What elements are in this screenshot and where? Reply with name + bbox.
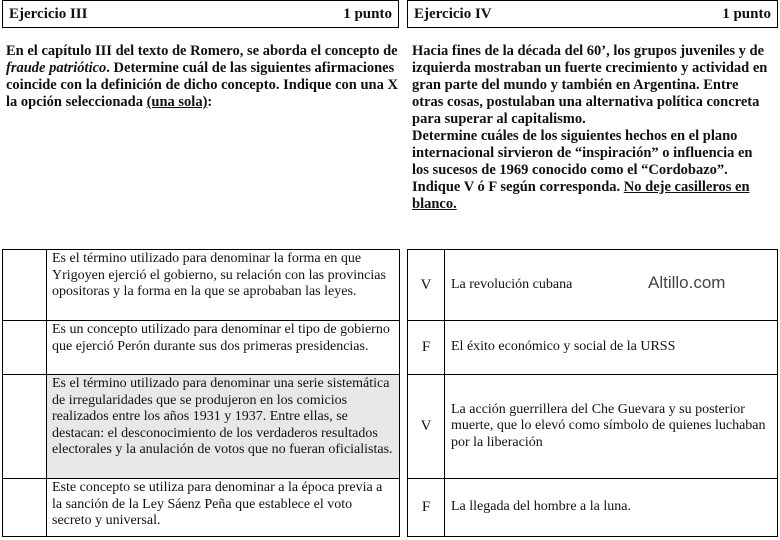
statement-text: La llegada del hombre a la luna. bbox=[445, 479, 778, 537]
selection-box[interactable] bbox=[3, 250, 47, 321]
exercise-3-instructions bbox=[6, 43, 398, 111]
option-text: Este concepto se utiliza para denominar a la época previa a la sanción de la Ley Sáenz Peña que establece el voto secreto y universal. bbox=[47, 479, 400, 537]
answer-cell[interactable]: F bbox=[408, 321, 445, 375]
watermark-text: Altillo.com bbox=[648, 273, 726, 292]
exercise-4-header bbox=[407, 0, 778, 28]
statement-text: La revolución cubana bbox=[445, 250, 778, 321]
selection-box[interactable] bbox=[3, 375, 47, 479]
table-row bbox=[3, 321, 400, 375]
option-text: Es el término utilizado para denominar la forma en que Yrigoyen ejerció el gobierno, su relación con las provincias opositoras y la forma en la que se aprobaban las leyes. bbox=[47, 250, 400, 321]
table-row bbox=[408, 375, 778, 479]
option-text: Es un concepto utilizado para denominar el tipo de gobierno que ejerció Perón durante sus dos primeras presidencias. bbox=[47, 321, 400, 375]
instr-paragraph-1: Hacia fines de la década del 60’, los grupos juveniles y de izquierda mostraban un fuerte crecimiento y actividad en gran parte del mundo y también en Argentina. Entre otras cosas, postulaban una alternativa política concreta para superar al capitalismo. bbox=[412, 43, 768, 127]
exercise-4-points: 1 punto bbox=[722, 5, 771, 22]
table-row bbox=[408, 479, 778, 537]
answer-cell[interactable]: F bbox=[408, 479, 445, 537]
instr-paragraph-2 bbox=[412, 128, 772, 213]
exercise-4-instructions bbox=[412, 43, 772, 213]
exercise-3-options-table bbox=[2, 249, 400, 537]
statement-text: El éxito económico y social de la URSS bbox=[445, 321, 778, 375]
exercise-4-title: Ejercicio IV bbox=[414, 5, 492, 22]
table-row bbox=[3, 250, 400, 321]
instr-text: : bbox=[207, 94, 213, 110]
instr-underlined: No deje casilleros en blanco. bbox=[412, 179, 750, 212]
table-row bbox=[408, 321, 778, 375]
answer-cell[interactable]: V bbox=[408, 375, 445, 479]
exercise-3-title: Ejercicio III bbox=[9, 5, 88, 22]
answer-cell[interactable]: V bbox=[408, 250, 445, 321]
table-row bbox=[3, 375, 400, 479]
instr-text: En el capítulo III del texto de Romero, se aborda el concepto de bbox=[6, 43, 398, 59]
exercise-3-header bbox=[2, 0, 399, 28]
instr-underlined: (una sola) bbox=[146, 94, 208, 110]
selection-box[interactable] bbox=[3, 479, 47, 537]
instr-emphasis: fraude patriótico bbox=[6, 60, 107, 76]
instr-text: Determine cuáles de los siguientes hechos en el plano internacional sirvieron de “inspiración” o influencia en los sucesos de 1969 conocido como el “Cordobazo”. Indique V ó F según corresponda. bbox=[412, 128, 753, 195]
table-row bbox=[3, 479, 400, 537]
option-text-highlighted: Es el término utilizado para denominar una serie sistemática de irregularidades que se produjeron en los comicios realizados entre los años 1931 y 1937. Entre ellas, se destacan: el desconocimiento de los verdaderos resultados electorales y la anulación de votos que no fueran oficialistas. bbox=[47, 375, 400, 479]
statement-text: La acción guerrillera del Che Guevara y su posterior muerte, que lo elevó como símbolo de quienes luchaban por la liberación bbox=[445, 375, 778, 479]
instr-text: . Determine cuál de las siguientes afirmaciones coincide con la definición de dicho concepto. Indique con una X la opción seleccionada bbox=[6, 60, 398, 110]
selection-box[interactable] bbox=[3, 321, 47, 375]
exercise-3-points: 1 punto bbox=[343, 5, 392, 22]
